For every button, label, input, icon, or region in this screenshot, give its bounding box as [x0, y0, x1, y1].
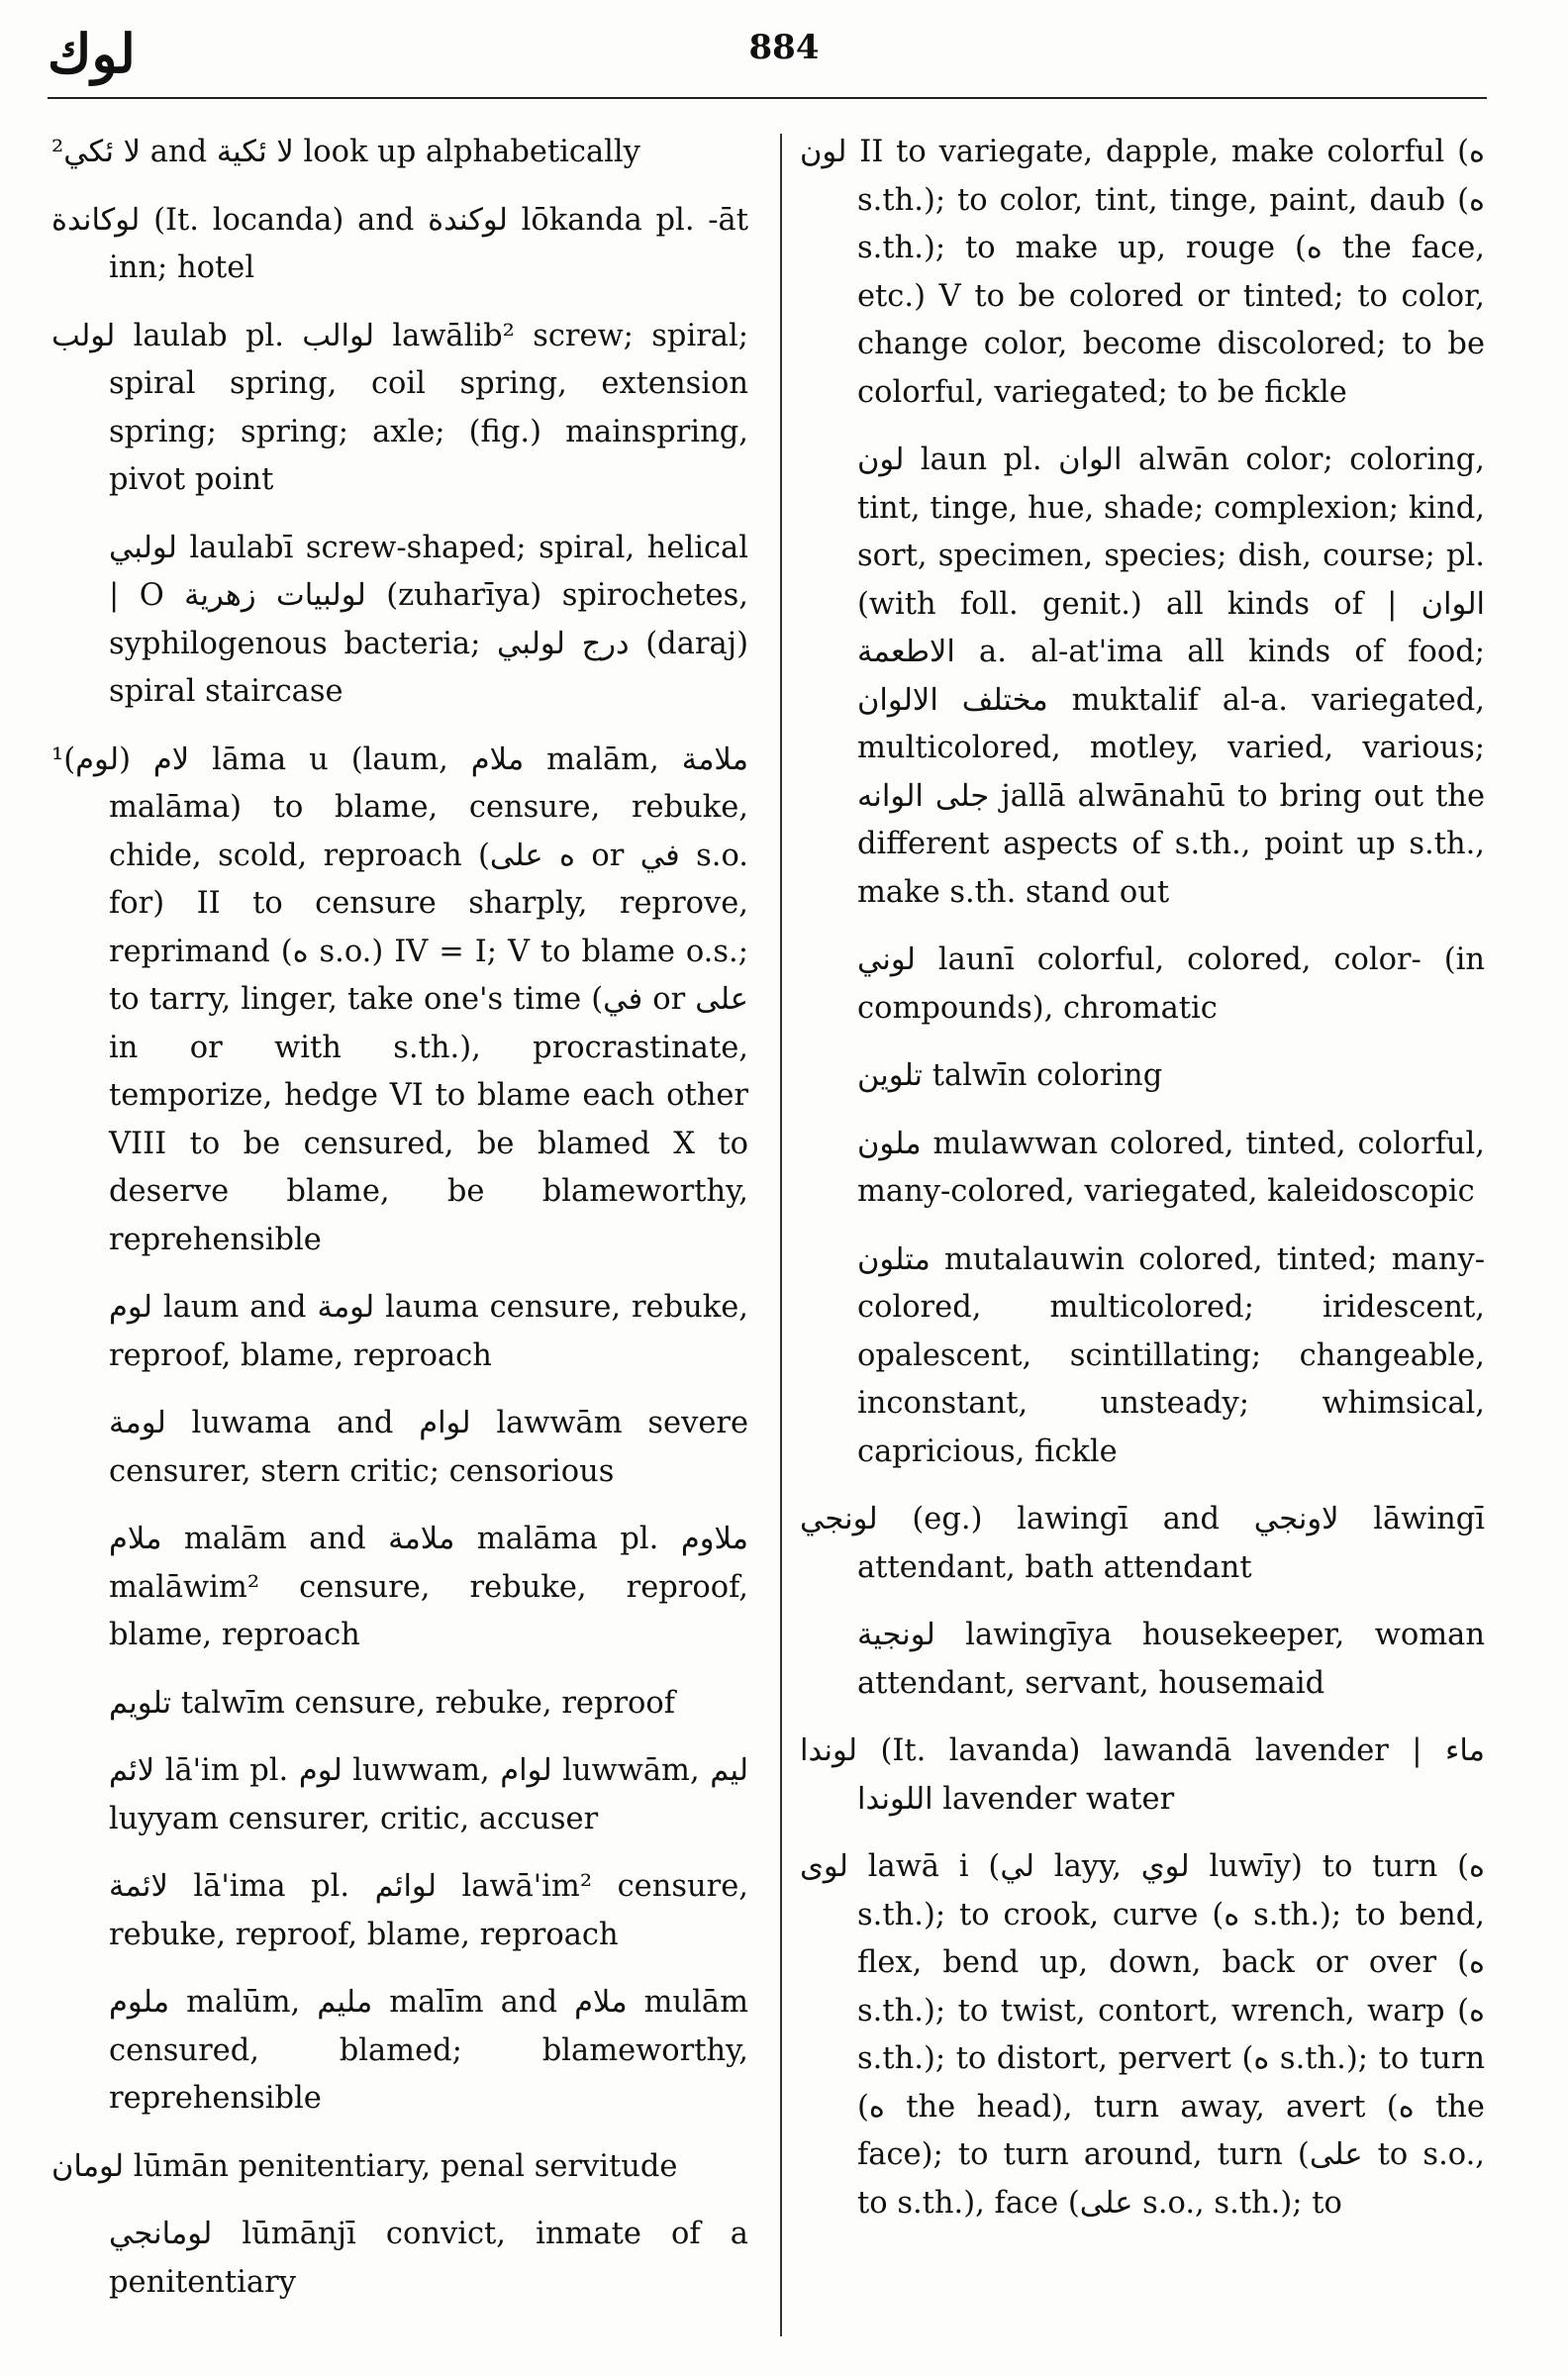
dictionary-subentry: ملون mulawwan colored, tinted, colorful, many-colored, variegated, kaleidoscopic — [857, 1126, 1485, 1209]
dictionary-subentry: ملوم malūm, مليم malīm and ملام mulām censured, blamed; blameworthy, reprehensible — [109, 1985, 748, 2116]
dictionary-subentry: لون laun pl. الوان alwān color; coloring, tint, tinge, hue, shade; complexion; kind, sort, specimen, species; dish, course; pl. (with foll. genit.) all kinds of | الوان الاطعمة a. al-at'ima all kinds of food; مختلف الالوان muktalif al-a. variegated, multicolored, motley, varied, various; جلى الوانه jallā alwānahū to bring out the different aspects of s.th., point up s.th., make s.th. stand out — [857, 443, 1485, 910]
dictionary-entry: لومان lūmān penitentiary, penal servitude — [51, 2148, 678, 2184]
dictionary-entry: لون II to variegate, dapple, make colorful (ه s.th.); to color, tint, tinge, paint, daub (ه s.th.); to make up, rouge (ه the face, etc.) V to be colored or tinted; to color, change color, become discolored; to be colorful, variegated; to be fickle — [800, 135, 1486, 410]
running-head: لوك — [48, 22, 136, 85]
dictionary-subentry: لومانجي lūmānjī convict, inmate of a penitentiary — [109, 2217, 748, 2300]
dictionary-entry: لوى lawā i (لي layy, لوي luwīy) to turn (ه s.th.); to crook, curve (ه s.th.); to bend, flex, bend up, down, back or over (ه s.th.); to twist, contort, wrench, warp (ه s.th.); to distort, pervert (ه s.th.); to turn (ه the head), turn away, avert (ه the face); to turn around, turn (على to s.o., to s.th.), face (على s.o., s.th.); to — [800, 1849, 1486, 2221]
column-divider — [780, 134, 782, 2336]
dictionary-subentry: تلويم talwīm censure, rebuke, reproof — [109, 1685, 676, 1721]
dictionary-entry: لوندا (It. lavanda) lawandā lavender | ماء اللوندا lavender water — [800, 1733, 1485, 1817]
dictionary-subentry: لائمة lā'ima pl. لوائم lawā'im² censure, rebuke, reproof, blame, reproach — [109, 1869, 748, 1952]
dictionary-subentry: لونجية lawingīya housekeeper, woman attendant, servant, housemaid — [857, 1618, 1485, 1701]
dictionary-subentry: لائم lā'im pl. لوم luwwam, لوام luwwām, ليم luyyam censurer, critic, accuser — [109, 1753, 748, 1836]
dictionary-entry: لولب laulab pl. لوالب lawālib² screw; spiral; spiral spring, coil spring, extension spring; spring; axle; (fig.) mainspring, pivot point — [51, 318, 748, 497]
dictionary-subentry: لومة luwama and لوام lawwām severe censurer, stern critic; censorious — [109, 1406, 748, 1489]
page-number: 884 — [748, 28, 820, 67]
dictionary-subentry: لوم laum and لومة lauma censure, rebuke, reproof, blame, reproach — [109, 1290, 748, 1373]
header-rule — [48, 97, 1487, 99]
dictionary-subentry: متلون mutalauwin colored, tinted; many-colored, multicolored; iridescent, opalescent, scintillating; changeable, inconstant, unsteady; whimsical, capricious, fickle — [857, 1241, 1485, 1469]
dictionary-subentry: لوني launī colorful, colored, color- (in compounds), chromatic — [857, 942, 1485, 1026]
dictionary-entry: لونجي (eg.) lawingī and لاونجي lāwingī attendant, bath attendant — [800, 1502, 1486, 1585]
right-column — [800, 129, 1485, 2247]
left-column — [51, 129, 748, 2326]
dictionary-subentry: لولبي laulabī screw-shaped; spiral, helical | O لولبيات زهرية (zuharīya) spirochetes, syphilogenous bacteria; درج لولبي (daraj) spiral staircase — [109, 530, 749, 709]
dictionary-entry: ¹(لوم) لام lāma u (laum, ملام malām, ملامة malāma) to blame, censure, rebuke, chide, scold, reproach (ه على or في s.o. for) II to censure sharply, reprove, reprimand (ه s.o.) IV = I; V to blame o.s.; to tarry, linger, take one's time (في or على in or with s.th.), procrastinate, temporize, hedge VI to blame each other VIII to be censured, be blamed X to deserve blame, be blameworthy, reprehensible — [51, 742, 748, 1257]
dictionary-subentry: تلوين talwīn coloring — [857, 1058, 1163, 1093]
dictionary-entry: ²لا ئكي and لا ئكية look up alphabetically — [51, 135, 640, 169]
dictionary-subentry: ملام malām and ملامة malāma pl. ملاوم malāwim² censure, rebuke, reproof, blame, reproach — [109, 1522, 748, 1652]
dictionary-entry: لوكاندة (It. locanda) and لوكندة lōkanda pl. -āt inn; hotel — [51, 202, 748, 285]
